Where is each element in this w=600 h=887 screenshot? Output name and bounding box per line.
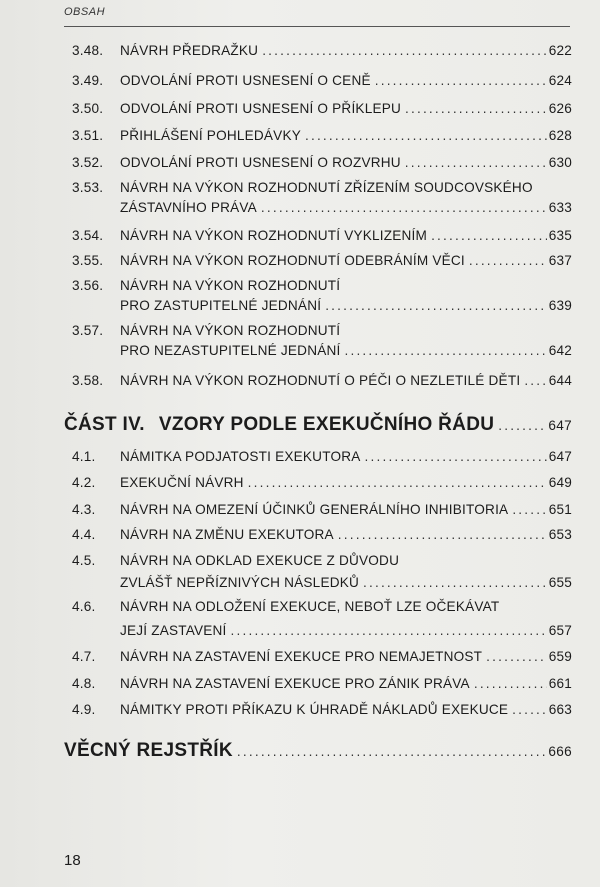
entry-title: EXEKUČNÍ NÁVRH <box>120 475 244 490</box>
leader-dots <box>469 253 547 268</box>
part-heading[interactable] <box>64 414 572 436</box>
entry-number: 3.51. <box>72 128 104 143</box>
entry-title: ODVOLÁNÍ PROTI USNESENÍ O CENĚ <box>120 73 371 88</box>
leader-dots <box>305 128 547 143</box>
entry-title: NÁVRH PŘEDRAŽKU <box>120 43 259 58</box>
entry-page: 655 <box>548 575 572 590</box>
entry-page: 644 <box>548 373 572 388</box>
leader-dots <box>262 43 547 58</box>
entry-number: 3.49. <box>72 73 104 88</box>
entry-page: 642 <box>548 343 572 358</box>
leader-dots <box>498 418 546 433</box>
leader-dots <box>512 502 546 517</box>
entry-title-continued: ZÁSTAVNÍHO PRÁVA <box>120 200 257 215</box>
entry-page: 633 <box>548 200 572 215</box>
entry-number: 4.6. <box>72 599 96 614</box>
entry-number: 4.1. <box>72 449 96 464</box>
entry-number: 4.3. <box>72 502 96 517</box>
leader-dots <box>524 373 546 388</box>
entry-title: NÁVRH NA VÝKON ROZHODNUTÍ O PÉČI O NEZLETILÉ DĚTI <box>120 373 521 388</box>
index-page: 666 <box>548 744 572 759</box>
index-heading[interactable] <box>64 740 572 762</box>
entry-title-continued: ZVLÁŠŤ NEPŘÍZNIVÝCH NÁSLEDKŮ <box>120 575 360 590</box>
entry-title: PŘIHLÁŠENÍ POHLEDÁVKY <box>120 128 301 143</box>
leader-dots <box>325 298 547 313</box>
leader-dots <box>405 155 547 170</box>
entry-page: 651 <box>548 502 572 517</box>
entry-page: 635 <box>548 228 572 243</box>
entry-page: 630 <box>548 155 572 170</box>
entry-page: 628 <box>548 128 572 143</box>
entry-title: NÁVRH NA VÝKON ROZHODNUTÍ ODEBRÁNÍM VĚCI <box>120 253 465 268</box>
entry-page: 626 <box>548 101 572 116</box>
leader-dots <box>344 343 546 358</box>
entry-title: NÁVRH NA OMEZENÍ ÚČINKŮ GENERÁLNÍHO INHIBITORIA <box>120 502 509 517</box>
entry-title-continued: JEJÍ ZASTAVENÍ <box>120 623 227 638</box>
page-folio: 18 <box>64 852 81 869</box>
leader-dots <box>237 744 547 759</box>
entry-number: 3.52. <box>72 155 104 170</box>
leader-dots <box>338 527 547 542</box>
entry-number: 3.58. <box>72 373 104 388</box>
entry-number: 3.53. <box>72 180 104 195</box>
entry-page: 622 <box>548 43 572 58</box>
leader-dots <box>512 702 547 717</box>
entry-number: 3.50. <box>72 101 104 116</box>
entry-number: 3.54. <box>72 228 104 243</box>
index-title: VĚCNÝ REJSTŘÍK <box>64 740 233 761</box>
leader-dots <box>375 73 547 88</box>
entry-title-continued: PRO ZASTUPITELNÉ JEDNÁNÍ <box>120 298 322 313</box>
leader-dots <box>231 623 547 638</box>
entry-title: NÁVRH NA ODKLAD EXEKUCE Z DŮVODU <box>120 553 400 568</box>
entry-number: 4.9. <box>72 702 96 717</box>
entry-title: NÁVRH NA VÝKON ROZHODNUTÍ ZŘÍZENÍM SOUDCOVSKÉHO <box>120 180 533 195</box>
leader-dots <box>405 101 547 116</box>
running-head: OBSAH <box>64 6 106 18</box>
entry-page: 647 <box>548 449 572 464</box>
entry-title: ODVOLÁNÍ PROTI USNESENÍ O PŘÍKLEPU <box>120 101 402 116</box>
entry-page: 661 <box>548 676 572 691</box>
entry-number: 3.48. <box>72 43 104 58</box>
entry-title: NÁVRH NA VÝKON ROZHODNUTÍ <box>120 278 341 293</box>
entry-title: NÁVRH NA VÝKON ROZHODNUTÍ <box>120 323 341 338</box>
entry-number: 4.8. <box>72 676 96 691</box>
entry-number: 3.57. <box>72 323 104 338</box>
entry-page: 653 <box>548 527 572 542</box>
header-rule <box>64 26 570 27</box>
entry-title: NÁVRH NA ZASTAVENÍ EXEKUCE PRO NEMAJETNOST <box>120 649 483 664</box>
entry-page: 637 <box>548 253 572 268</box>
entry-number: 4.4. <box>72 527 96 542</box>
entry-number: 4.7. <box>72 649 96 664</box>
leader-dots <box>261 200 547 215</box>
entry-title-continued: PRO NEZASTUPITELNÉ JEDNÁNÍ <box>120 343 341 358</box>
entry-number: 4.5. <box>72 553 96 568</box>
leader-dots <box>248 475 547 490</box>
entry-page: 639 <box>548 298 572 313</box>
entry-page: 659 <box>548 649 572 664</box>
entry-page: 663 <box>548 702 572 717</box>
entry-number: 3.56. <box>72 278 104 293</box>
entry-title: NÁMITKA PODJATOSTI EXEKUTORA <box>120 449 361 464</box>
part-title: VZORY PODLE EXEKUČNÍHO ŘÁDU <box>158 414 495 435</box>
entry-title: NÁVRH NA VÝKON ROZHODNUTÍ VYKLIZENÍM <box>120 228 428 243</box>
entry-title: NÁVRH NA ZMĚNU EXEKUTORA <box>120 527 334 542</box>
leader-dots <box>363 575 547 590</box>
entry-page: 624 <box>548 73 572 88</box>
part-page: 647 <box>548 418 572 433</box>
entry-page: 657 <box>548 623 572 638</box>
entry-title: NÁVRH NA ZASTAVENÍ EXEKUCE PRO ZÁNIK PRÁVA <box>120 676 470 691</box>
entry-page: 649 <box>548 475 572 490</box>
part-number: ČÁST IV. <box>64 414 145 435</box>
leader-dots <box>474 676 547 691</box>
leader-dots <box>431 228 547 243</box>
entry-title: ODVOLÁNÍ PROTI USNESENÍ O ROZVRHU <box>120 155 401 170</box>
leader-dots <box>486 649 547 664</box>
entry-title: NÁMITKY PROTI PŘÍKAZU K ÚHRADĚ NÁKLADŮ EXEKUCE <box>120 702 509 717</box>
entry-number: 3.55. <box>72 253 104 268</box>
leader-dots <box>365 449 547 464</box>
entry-number: 4.2. <box>72 475 96 490</box>
entry-title: NÁVRH NA ODLOŽENÍ EXEKUCE, NEBOŤ LZE OČEKÁVAT <box>120 599 500 614</box>
